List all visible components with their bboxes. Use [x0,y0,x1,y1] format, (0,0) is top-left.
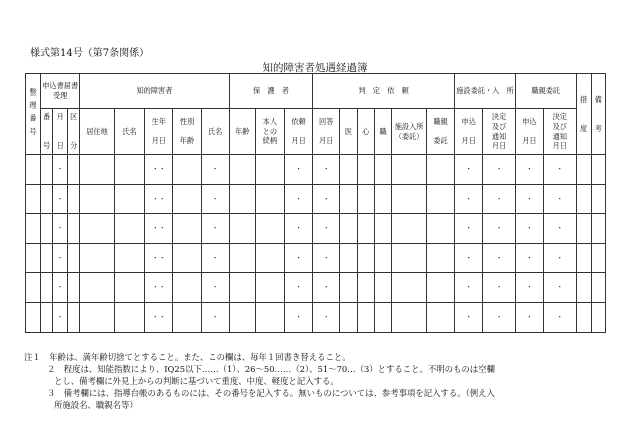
table-cell[interactable] [357,273,374,303]
table-cell[interactable] [229,214,255,244]
date-separator: ・ [322,194,330,203]
header-shokushin-itaku-col: 職親 委託 [426,109,454,155]
table-cell[interactable] [313,184,340,214]
table-cell[interactable] [53,155,68,185]
table-cell[interactable] [201,214,229,244]
date-separator: ・ [556,194,564,203]
header-shisetsu-nyusho: 施設入所（委託） [392,109,427,155]
header-hogosha-shimei: 氏名 [201,109,229,155]
table-cell[interactable] [68,243,80,273]
table-cell[interactable] [68,155,80,185]
date-separator: ・ [495,165,503,174]
table-cell[interactable] [340,273,357,303]
table-cell[interactable] [544,302,577,332]
table-cell[interactable] [483,155,516,185]
table-cell[interactable] [145,243,173,273]
table-cell[interactable] [515,214,543,244]
table-cell[interactable] [173,155,201,185]
table-cell[interactable] [68,302,80,332]
register-table [25,73,606,333]
table-cell[interactable] [284,302,312,332]
table-cell[interactable] [145,302,173,332]
date-separator: ・ [556,165,564,174]
date-separator: ・ [495,224,503,233]
table-cell[interactable] [340,302,357,332]
table-cell[interactable] [591,184,605,214]
table-cell[interactable] [229,184,255,214]
date-separator: ・ [295,253,303,262]
table-cell[interactable] [357,243,374,273]
table-cell[interactable] [544,214,577,244]
table-cell[interactable] [80,184,115,214]
date-separator: ・ [322,283,330,292]
header-kyojuchi: 居住地 [80,109,115,155]
date-separator: ・ [465,283,473,292]
table-cell[interactable] [576,302,591,332]
date-separator: ・ [495,253,503,262]
date-separator: ・ [465,253,473,262]
table-cell[interactable] [313,214,340,244]
date-separator: ・ [495,313,503,322]
table-cell[interactable] [173,184,201,214]
table-cell[interactable] [357,214,374,244]
birth-date-separator: ・・ [151,253,166,262]
table-cell[interactable] [26,184,41,214]
note-2: ２ 程度は、知能指数により、IQ25以下……（1）、26～50……（2）、51～70…（3）とすること。不明のものは空欄 [47,363,495,374]
header-shoku: 職 [374,109,391,155]
date-separator: ・ [525,283,533,292]
header-kubun: 区 分 [68,109,80,155]
table-cell[interactable] [26,273,41,303]
table-cell[interactable] [426,155,454,185]
table-cell[interactable] [53,214,68,244]
header-sochi: 措 度 [576,74,591,155]
header-hogosha: 保 護 者 [229,74,312,109]
table-cell[interactable] [426,243,454,273]
birth-date-separator: ・・ [151,224,166,233]
notes [24,352,619,412]
note-2-cont: とし、備考欄に外見上からの判断に基づいて重度、中度、軽度と記入する。 [54,375,339,386]
table-cell[interactable] [357,302,374,332]
table-cell[interactable] [357,184,374,214]
date-separator: ・ [295,224,303,233]
table-cell[interactable] [53,184,68,214]
table-cell[interactable] [455,302,483,332]
table-cell[interactable] [426,302,454,332]
date-separator: ・ [525,253,533,262]
table-cell[interactable] [41,184,53,214]
date-separator: ・ [525,224,533,233]
table-cell[interactable] [201,184,229,214]
table-cell[interactable] [41,302,53,332]
note-1: 注１ 年齢は、満年齢切捨てとすること。また、この欄は、毎年１回書き替えること。 [24,352,351,362]
table-cell[interactable] [284,214,312,244]
date-separator: ・ [465,194,473,203]
form-number: 様式第14号（第7条関係） [30,48,150,59]
table-cell[interactable] [41,155,53,185]
header-kaito-tsukihi: 回答 月日 [313,109,340,155]
table-cell[interactable] [255,184,284,214]
table-cell[interactable] [53,273,68,303]
table-cell[interactable] [576,184,591,214]
date-separator: ・ [211,253,219,262]
table-cell[interactable] [374,214,391,244]
table-cell[interactable] [576,155,591,185]
date-separator: ・ [525,313,533,322]
header-hantei-irai: 判 定 依 頼 [313,74,455,109]
table-cell[interactable] [229,155,255,185]
table-cell[interactable] [229,302,255,332]
table-cell[interactable] [68,214,80,244]
header-shinsei-jyuri: 申込書届書受理 [41,74,80,109]
date-separator: ・ [556,224,564,233]
table-cell[interactable] [145,184,173,214]
table-cell[interactable] [392,184,427,214]
table-cell[interactable] [591,302,605,332]
table-cell[interactable] [173,302,201,332]
header-shisetsu-itaku: 施設委託・入 所 [455,74,516,109]
table-cell[interactable] [340,155,357,185]
date-separator: ・ [295,194,303,203]
table-cell[interactable] [374,184,391,214]
table-cell[interactable] [374,243,391,273]
table-cell[interactable] [145,155,173,185]
table-cell[interactable] [483,273,516,303]
table-cell[interactable] [392,273,427,303]
table-cell[interactable] [201,155,229,185]
date-separator: ・ [465,224,473,233]
note-3: ３ 備考欄には、指導台帳のあるものには、その番号を記入する。無いものについては、参考事項を記入する。（例え入 [47,387,495,398]
date-separator: ・ [211,194,219,203]
table-cell[interactable] [591,155,605,185]
note-3-cont: 所施設名、職親名等） [54,399,138,410]
header-seinengappi: 生年 月日 [145,109,173,155]
table-row [26,273,606,303]
header-shisetsu-moshikomi: 申込 月日 [455,109,483,155]
birth-date-separator: ・・ [151,165,166,174]
table-cell[interactable] [41,243,53,273]
date-separator: ・ [525,194,533,203]
table-cell[interactable] [114,243,144,273]
table-row [26,155,606,185]
table-cell[interactable] [26,243,41,273]
date-separator: ・ [322,313,330,322]
table-cell[interactable] [455,243,483,273]
header-biko: 備 考 [591,74,605,155]
date-separator: ・ [525,165,533,174]
table-row [26,302,606,332]
table-cell[interactable] [114,214,144,244]
date-separator: ・ [495,283,503,292]
table-cell[interactable] [544,184,577,214]
date-separator: ・ [465,313,473,322]
table-cell[interactable] [392,155,427,185]
table-cell[interactable] [145,273,173,303]
birth-date-separator: ・・ [151,283,166,292]
table-cell[interactable] [483,214,516,244]
table-cell[interactable] [357,155,374,185]
table-cell[interactable] [26,155,41,185]
table-row [26,243,606,273]
date-separator: ・ [322,253,330,262]
table-cell[interactable] [173,214,201,244]
table-cell[interactable] [80,302,115,332]
table-cell[interactable] [576,214,591,244]
header-shisetsu-kettei: 決定 及び 通知 月日 [483,109,516,155]
table-row [26,184,606,214]
date-separator: ・ [211,313,219,322]
table-cell[interactable] [255,302,284,332]
table-cell[interactable] [340,214,357,244]
header-seiri-bango: 整理番号 [28,87,38,141]
table-cell[interactable] [284,184,312,214]
table-cell[interactable] [576,243,591,273]
birth-date-separator: ・・ [151,194,166,203]
header-chiteki-shogaisha: 知的障害者 [80,74,230,109]
date-separator: ・ [56,283,64,292]
table-cell[interactable] [426,273,454,303]
table-cell[interactable] [114,184,144,214]
date-separator: ・ [556,283,564,292]
table-cell[interactable] [392,243,427,273]
table-cell[interactable] [114,155,144,185]
table-cell[interactable] [201,302,229,332]
table-cell[interactable] [340,243,357,273]
table-cell[interactable] [41,214,53,244]
date-separator: ・ [322,224,330,233]
header-ban: 番 号 [41,109,53,155]
table-cell[interactable] [313,273,340,303]
header-shimei: 氏名 [114,109,144,155]
table-cell[interactable] [229,273,255,303]
table-cell[interactable] [483,302,516,332]
table-cell[interactable] [26,214,41,244]
date-separator: ・ [295,313,303,322]
table-cell[interactable] [229,243,255,273]
table-cell[interactable] [114,273,144,303]
table-cell[interactable] [53,302,68,332]
table-cell[interactable] [80,243,115,273]
header-i: 医 [340,109,357,155]
table-cell[interactable] [201,273,229,303]
table-cell[interactable] [374,155,391,185]
date-separator: ・ [56,224,64,233]
table-cell[interactable] [26,302,41,332]
date-separator: ・ [556,313,564,322]
table-cell[interactable] [145,214,173,244]
table-cell[interactable] [515,273,543,303]
table-cell[interactable] [544,243,577,273]
table-cell[interactable] [173,273,201,303]
table-cell[interactable] [392,302,427,332]
table-cell[interactable] [515,184,543,214]
date-separator: ・ [56,165,64,174]
table-cell[interactable] [591,273,605,303]
header-shokushin-moshikomi: 申込 月日 [515,109,543,155]
date-separator: ・ [295,165,303,174]
date-separator: ・ [322,165,330,174]
table-cell[interactable] [576,273,591,303]
table-cell[interactable] [455,155,483,185]
table-cell[interactable] [591,214,605,244]
table-cell[interactable] [515,155,543,185]
table-cell[interactable] [173,243,201,273]
table-cell[interactable] [392,214,427,244]
table-cell[interactable] [483,184,516,214]
table-cell[interactable] [544,155,577,185]
header-seibetsu-nenrei: 性別 年齢 [173,109,201,155]
date-separator: ・ [495,194,503,203]
table-cell[interactable] [591,243,605,273]
header-honnin-zokugara: 本人 との 続柄 [255,109,284,155]
table-row [26,214,606,244]
header-tsukihi: 月 日 [53,109,68,155]
date-separator: ・ [56,194,64,203]
table-cell[interactable] [426,184,454,214]
birth-date-separator: ・・ [151,313,166,322]
table-cell[interactable] [284,155,312,185]
table-cell[interactable] [284,273,312,303]
table-cell[interactable] [68,184,80,214]
document-title: 知的障害者処遇経過簿 [262,62,368,74]
table-cell[interactable] [455,214,483,244]
date-separator: ・ [211,283,219,292]
date-separator: ・ [295,283,303,292]
header-hogosha-nenrei: 年齢 [229,109,255,155]
header-irai-tsukihi: 依頼 月日 [284,109,312,155]
date-separator: ・ [556,253,564,262]
table-cell[interactable] [374,302,391,332]
table-cell[interactable] [80,155,115,185]
table-cell[interactable] [313,243,340,273]
table-cell[interactable] [255,243,284,273]
date-separator: ・ [211,224,219,233]
table-cell[interactable] [68,273,80,303]
table-cell[interactable] [41,273,53,303]
table-cell[interactable] [374,273,391,303]
date-separator: ・ [56,313,64,322]
header-shokushin-itaku: 職親委託 [515,74,576,109]
table-cell[interactable] [455,273,483,303]
table-cell[interactable] [515,302,543,332]
table-cell[interactable] [426,214,454,244]
table-cell[interactable] [201,243,229,273]
table-cell[interactable] [455,184,483,214]
table-cell[interactable] [255,273,284,303]
table-cell[interactable] [515,243,543,273]
table-cell[interactable] [255,155,284,185]
table-cell[interactable] [313,302,340,332]
header-shin: 心 [357,109,374,155]
header-shokushin-kettei: 決定 及び 通知 月日 [544,109,577,155]
table-cell[interactable] [340,184,357,214]
date-separator: ・ [211,165,219,174]
date-separator: ・ [56,253,64,262]
table-cell[interactable] [313,155,340,185]
table-cell[interactable] [284,243,312,273]
table-cell[interactable] [53,243,68,273]
table-cell[interactable] [483,243,516,273]
table-cell[interactable] [114,302,144,332]
table-cell[interactable] [80,214,115,244]
table-cell[interactable] [255,214,284,244]
table-cell[interactable] [80,273,115,303]
table-cell[interactable] [544,273,577,303]
date-separator: ・ [465,165,473,174]
